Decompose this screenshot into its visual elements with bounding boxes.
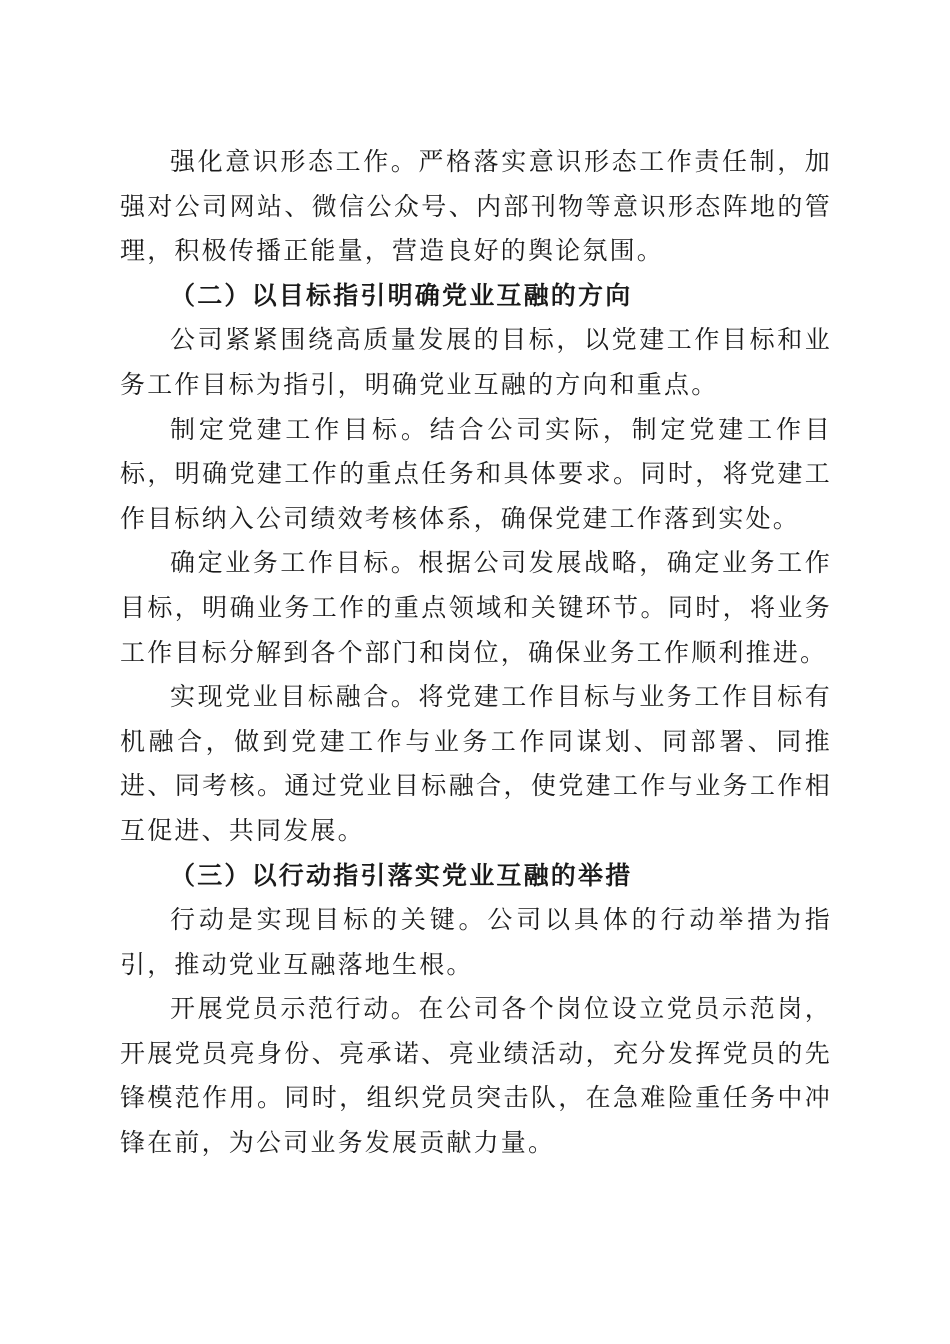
section-heading-goals: （二）以目标指引明确党业互融的方向 <box>170 280 633 310</box>
paragraph-business-goals: 确定业务工作目标。根据公司发展战略，确定业务工作目标，明确业务工作的重点领域和关键环节。同时，将业务工作目标分解到各个部门和岗位，确保业务工作顺利推进。 <box>120 548 832 667</box>
paragraph-member-demonstration: 开展党员示范行动。在公司各个岗位设立党员示范岗，开展党员亮身份、亮承诺、亮业绩活动，充分发挥党员的先锋模范作用。同时，组织党员突击队，在急难险重任务中冲锋在前，为公司业务发展贡献力量。 <box>120 994 832 1158</box>
paragraph-ideology-work: 强化意识形态工作。严格落实意识形态工作责任制，加强对公司网站、微信公众号、内部刊物等意识形态阵地的管理，积极传播正能量，营造良好的舆论氛围。 <box>120 147 832 266</box>
document-body <box>120 140 832 1166</box>
paragraph-goal-integration: 实现党业目标融合。将党建工作目标与业务工作目标有机融合，做到党建工作与业务工作同谋划、同部署、同推进、同考核。通过党业目标融合，使党建工作与业务工作相互促进、共同发展。 <box>120 682 832 845</box>
section-heading-actions: （三）以行动指引落实党业互融的举措 <box>170 860 633 890</box>
paragraph-actions-intro: 行动是实现目标的关键。公司以具体的行动举措为指引，推动党业互融落地生根。 <box>120 905 832 979</box>
paragraph-party-building-goals: 制定党建工作目标。结合公司实际，制定党建工作目标，明确党建工作的重点任务和具体要求。同时，将党建工作目标纳入公司绩效考核体系，确保党建工作落到实处。 <box>120 414 832 533</box>
paragraph-goals-intro: 公司紧紧围绕高质量发展的目标，以党建工作目标和业务工作目标为指引，明确党业互融的方向和重点。 <box>120 325 832 399</box>
